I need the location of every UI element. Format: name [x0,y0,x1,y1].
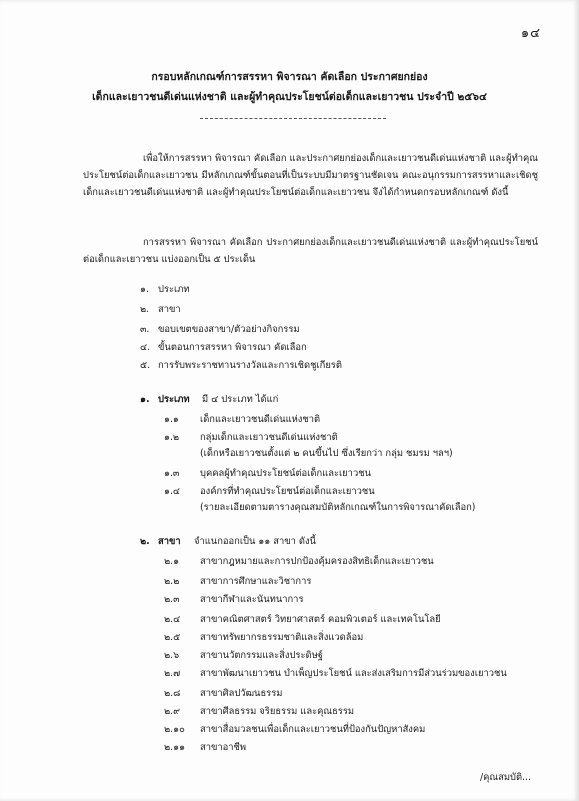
document-title-line-2: เด็กและเยาวชนดีเด่นแห่งชาติ และผู้ทำคุณประโยชน์ต่อเด็กและเยาวชน ประจำปี ๒๕๖๔ [92,91,487,103]
page-number: ๑๔ [520,26,541,41]
issue-text: การรับพระราชทานรางวัลและการเชิดชูเกียรติ [158,360,342,371]
branch-num: ๒.๘ [164,688,181,699]
branch-text: สาขาทรัพยากรธรรมชาติและสิ่งแวดล้อม [200,632,364,643]
sub-item-num: ๑.๑ [164,414,179,425]
branch-num: ๒.๔ [164,614,181,625]
sub-item-text: เด็กและเยาวชนดีเด่นแห่งชาติ [200,414,321,425]
section-1-intro: มี ๔ ประเภท ได้แก่ [202,394,279,405]
branch-text: สาขาศีลธรรม จริยธรรม และคุณธรรม [200,706,355,717]
branch-num: ๒.๙ [164,706,181,717]
branch-text: สาขาการศึกษาและวิชาการ [200,576,312,587]
branch-text: สาขาศิลปวัฒนธรรม [200,688,283,699]
sub-item-text: องค์กรที่ทำคุณประโยชน์ต่อเด็กและเยาวชน [200,486,375,497]
sub-item-note: (รายละเอียดตามตารางคุณสมบัติหลักเกณฑ์ในการพิจารณาคัดเลือก) [200,502,476,513]
branch-num: ๒.๓ [164,594,180,605]
issue-num: ๔. [140,342,151,353]
document-title-line-1: กรอบหลักเกณฑ์การสรรหา พิจารณา คัดเลือก ประกาศยกย่อง [151,71,428,83]
branch-text: สาขากีฬาและนันทนาการ [200,594,304,605]
branch-num: ๒.๒ [164,576,180,587]
second-paragraph: การสรรหา พิจารณา คัดเลือก ประกาศยกย่องเด็กและเยาวชนดีเด่นแห่งชาติ และผู้ทำคุณประโยชน์ต่อเด็กและเยาวชน แบ่งออกเป็น ๕ ประเด็น [83,237,538,265]
sub-item-text: กลุ่มเด็กและเยาวชนดีเด่นแห่งชาติ [200,432,338,443]
branch-text: สาขาคณิตศาสตร์ วิทยาศาสตร์ คอมพิวเตอร์ และเทคโนโลยี [200,614,441,625]
section-1-number: ๑. [140,394,150,405]
branch-num: ๒.๗ [164,668,181,679]
continuation-note: /คุณสมบัติ... [479,772,531,783]
sub-item-num: ๑.๔ [164,486,181,497]
section-1-heading: ประเภท [158,394,190,405]
issue-text: ประเภท [158,284,190,295]
issue-num: ๕. [140,360,151,371]
branch-num: ๒.๖ [164,650,180,661]
branch-text: สาขากฎหมายและการปกป้องคุ้มครองสิทธิเด็กและเยาวชน [200,556,434,567]
title-divider [200,118,386,119]
sub-item-note: (เด็กหรือเยาวชนตั้งแต่ ๒ คนขึ้นไป ซึ่งเรียกว่า กลุ่ม ชมรม ฯลฯ) [200,448,453,459]
sub-item-num: ๑.๓ [164,468,180,479]
branch-num: ๒.๑ [164,556,180,567]
sub-item-num: ๑.๒ [164,432,180,443]
issue-text: สาขา [158,304,181,315]
section-2-intro: จำแนกออกเป็น ๑๑ สาขา ดังนี้ [194,536,316,547]
issue-text: ขอบเขตของสาขา/ตัวอย่างกิจกรรม [158,324,300,335]
intro-paragraph: เพื่อให้การสรรหา พิจารณา คัดเลือก และประกาศยกย่องเด็กและเยาวชนดีเด่นแห่งชาติ และผู้ทำคุณประโยชน์ต่อเด็กและเยาวชน มีหลักเกณฑ์ขั้นตอนที่เป็นระบบมีมาตรฐานชัดเจน คณะอนุกรรมการสรรหาและเชิดชูเด็กและเยาวชนดีเด่นแห่งชาติ และผู้ทำคุณประโยชน์ต่อเด็กและเยาวชน จึงได้กำหนดกรอบหลักเกณฑ์ ดังนี้ [83,153,538,198]
issue-num: ๒. [140,304,150,315]
sub-item-text: บุคคลผู้ทำคุณประโยชน์ต่อเด็กและเยาวชน [200,468,371,479]
section-2-heading: สาขา [158,536,181,547]
issue-num: ๓. [140,324,150,335]
issue-num: ๑. [140,284,149,295]
branch-num: ๒.๑๑ [164,742,186,753]
branch-num: ๒.๑๐ [164,724,185,735]
branch-text: สาขาอาชีพ [200,742,247,753]
branch-text: สาขาพัฒนาเยาวชน บำเพ็ญประโยชน์ และส่งเสริมการมีส่วนร่วมของเยาวชน [200,668,507,679]
branch-text: สาขาสื่อมวลชนเพื่อเด็กและเยาวชนที่ป้องกันปัญหาสังคม [200,724,426,735]
issue-text: ขั้นตอนการสรรหา พิจารณา คัดเลือก [158,342,307,353]
branch-text: สาขานวัตกรรมและสิ่งประดิษฐ์ [200,650,323,661]
branch-num: ๒.๕ [164,632,181,643]
section-2-number: ๒. [140,536,150,547]
